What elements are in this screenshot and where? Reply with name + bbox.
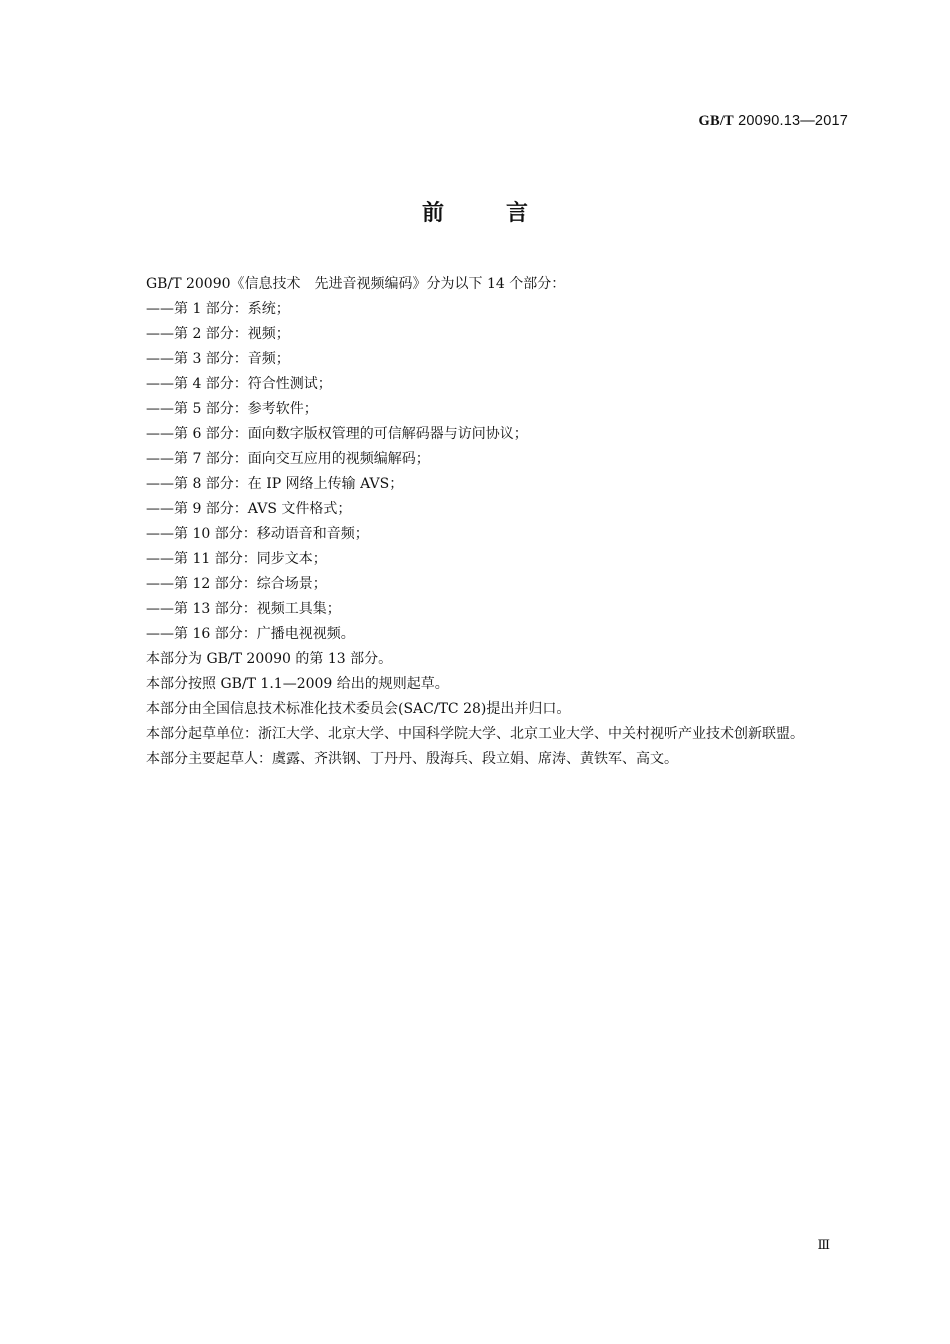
drafters-paragraph: 本部分主要起草人：虞露、齐洪钢、丁丹丹、殷海兵、段立娟、席涛、黄铁军、高文。 (146, 751, 678, 767)
list-item: ——第 11 部分：同步文本； (146, 551, 327, 567)
page-number: Ⅲ (817, 1237, 830, 1252)
scope-paragraph: 本部分为 GB/T 20090 的第 13 部分。 (146, 651, 393, 667)
standard-prefix: GB/T (698, 113, 734, 129)
list-item: ——第 5 部分：参考软件； (146, 401, 318, 417)
list-item: ——第 12 部分：综合场景； (146, 576, 327, 592)
standard-code (698, 113, 848, 130)
intro-paragraph: GB/T 20090《信息技术 先进音视频编码》分为以下 14 个部分： (146, 276, 566, 292)
foreword-body (113, 272, 853, 772)
drafting-units-paragraph: 本部分起草单位：浙江大学、北京大学、中国科学院大学、北京工业大学、中关村视听产业技术创新联盟。 (146, 726, 804, 742)
list-item: ——第 6 部分：面向数字版权管理的可信解码器与访问协议； (146, 426, 528, 442)
list-item: ——第 7 部分：面向交互应用的视频编解码； (146, 451, 430, 467)
list-item: ——第 10 部分：移动语音和音频； (146, 526, 369, 542)
list-item: ——第 1 部分：系统； (146, 301, 290, 317)
list-item: ——第 4 部分：符合性测试； (146, 376, 332, 392)
list-item: ——第 13 部分：视频工具集； (146, 601, 341, 617)
list-item: ——第 9 部分：AVS 文件格式； (146, 501, 352, 517)
list-item: ——第 3 部分：音频； (146, 351, 290, 367)
list-item: ——第 2 部分：视频； (146, 326, 290, 342)
standard-number: 20090.13—2017 (738, 113, 848, 129)
drafting-rules-paragraph: 本部分按照 GB/T 1.1—2009 给出的规则起草。 (146, 676, 449, 692)
parts-list (113, 297, 853, 647)
page-title: 前言 (421, 201, 590, 226)
list-item: ——第 16 部分：广播电视视频。 (146, 626, 355, 642)
committee-paragraph: 本部分由全国信息技术标准化技术委员会(SAC/TC 28)提出并归口。 (146, 701, 571, 717)
list-item: ——第 8 部分：在 IP 网络上传输 AVS； (146, 476, 404, 492)
